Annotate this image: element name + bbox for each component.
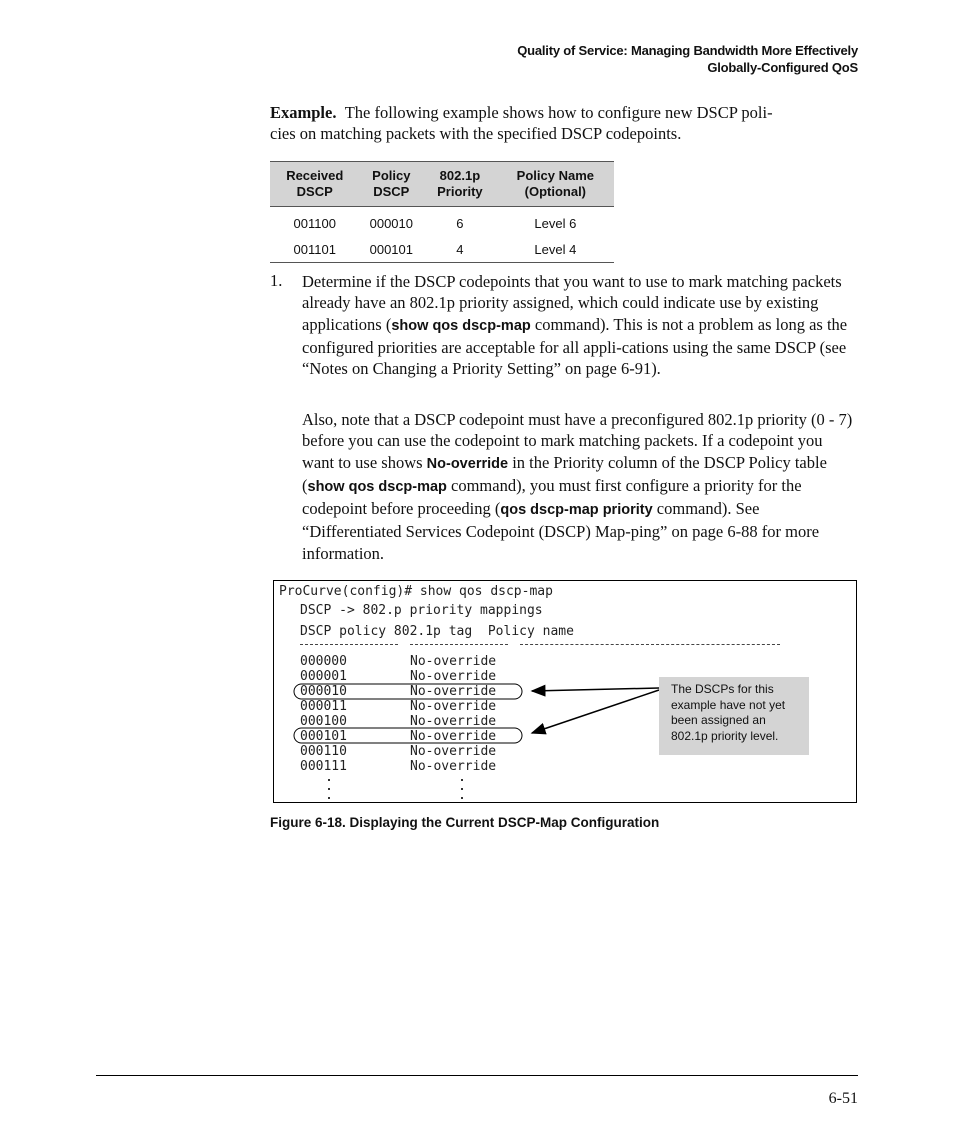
cli-dscp-code: 000011 bbox=[300, 699, 347, 714]
cli-priority-tag: No-override bbox=[410, 654, 497, 669]
table-cell: 000101 bbox=[359, 236, 423, 263]
cli-dscp-code: 000010 bbox=[300, 684, 347, 699]
step-number: 1. bbox=[270, 271, 283, 290]
dscp-policy-table bbox=[270, 161, 614, 263]
step1-paragraph-1: Determine if the DSCP codepoints that you want to use to mark matching packets already have an 802.1p priority assigned, which could indicate use by existing applications (show qos dscp-map command). This is not a problem as long as the configured priorities are acceptable for all appli-cations using the same DSCP (see “Notes on Changing a Priority Setting” on page 6-91). bbox=[302, 272, 848, 379]
table-row bbox=[270, 207, 614, 237]
cli-mapping-title: DSCP -> 802.p priority mappings bbox=[300, 603, 543, 618]
callout-arrow bbox=[532, 690, 659, 733]
highlight-oval bbox=[294, 684, 522, 699]
figure-caption: Figure 6-18. Displaying the Current DSCP-Map Configuration bbox=[270, 815, 660, 830]
table-cell: Level 4 bbox=[497, 236, 614, 263]
header-chapter-title: Quality of Service: Managing Bandwidth More Effectively bbox=[517, 43, 858, 58]
cli-dscp-code: 000100 bbox=[300, 714, 347, 729]
col-header-received-dscp: Received DSCP bbox=[270, 162, 359, 207]
table-cell: 000010 bbox=[369, 215, 413, 231]
table-cell: 6 bbox=[456, 215, 464, 231]
callout-arrow bbox=[532, 688, 659, 691]
cli-priority-tag: No-override bbox=[410, 669, 497, 684]
example-label: Example. bbox=[270, 103, 337, 122]
command-text: No-override bbox=[426, 455, 509, 472]
callout-note: The DSCPs for this example have not yet been assigned an 802.1p priority level. bbox=[659, 677, 809, 755]
cli-prompt-line: ProCurve(config)# show qos dscp-map bbox=[279, 584, 553, 599]
cli-priority-tag: No-override bbox=[410, 759, 497, 774]
col-header-priority: 802.1p Priority bbox=[423, 162, 497, 207]
table-cell: 4 bbox=[423, 236, 497, 263]
highlight-oval bbox=[294, 728, 522, 743]
table-header-row bbox=[270, 162, 614, 207]
intro-line-1: The following example shows how to configure new DSCP poli- bbox=[344, 103, 773, 122]
command-text: show qos dscp-map bbox=[307, 478, 447, 495]
cli-dscp-code: 000000 bbox=[300, 654, 347, 669]
header-section-title: Globally-Configured QoS bbox=[707, 60, 858, 75]
page-number: 6-51 bbox=[828, 1090, 858, 1107]
cli-priority-tag: No-override bbox=[410, 729, 497, 744]
col-header-policy-name: Policy Name (Optional) bbox=[497, 162, 614, 207]
table-cell: Level 6 bbox=[534, 215, 577, 231]
cli-column-header: DSCP policy 802.1p tag Policy name bbox=[300, 624, 574, 639]
cli-priority-tag: No-override bbox=[410, 744, 497, 759]
table-cell: 001100 bbox=[293, 215, 336, 231]
cli-dscp-code: 000001 bbox=[300, 669, 347, 684]
intro-line-2: cies on matching packets with the specified DSCP codepoints. bbox=[270, 124, 682, 144]
cli-dscp-code: 000111 bbox=[300, 759, 347, 774]
cli-output-figure bbox=[273, 580, 857, 803]
col-header-policy-dscp: Policy DSCP bbox=[359, 162, 423, 207]
cli-dscp-code: 000110 bbox=[300, 744, 347, 759]
command-text: qos dscp-map priority bbox=[500, 502, 653, 519]
example-intro bbox=[270, 102, 856, 145]
step1-paragraph-2: Also, note that a DSCP codepoint must have a preconfigured 802.1p priority (0 - 7) before you can use the codepoint to mark matching packets. If a codepoint you want to use shows No-override in the Priority column of the DSCP Policy table (show qos dscp-map command), you must first configure a priority for the codepoint before proceeding (qos dscp-map priority command). See “Differentiated Services Codepoint (DSCP) Map-ping” on page 6-88 for more information. bbox=[302, 410, 853, 563]
table-cell: 001101 bbox=[270, 236, 359, 263]
table-row bbox=[270, 236, 614, 263]
command-text: show qos dscp-map bbox=[391, 317, 531, 334]
cli-priority-tag: No-override bbox=[410, 684, 497, 699]
cli-priority-tag: No-override bbox=[410, 699, 497, 714]
running-header bbox=[517, 42, 858, 76]
cli-dscp-code: 000101 bbox=[300, 729, 347, 744]
cli-priority-tag: No-override bbox=[410, 714, 497, 729]
footer-rule bbox=[96, 1075, 858, 1076]
